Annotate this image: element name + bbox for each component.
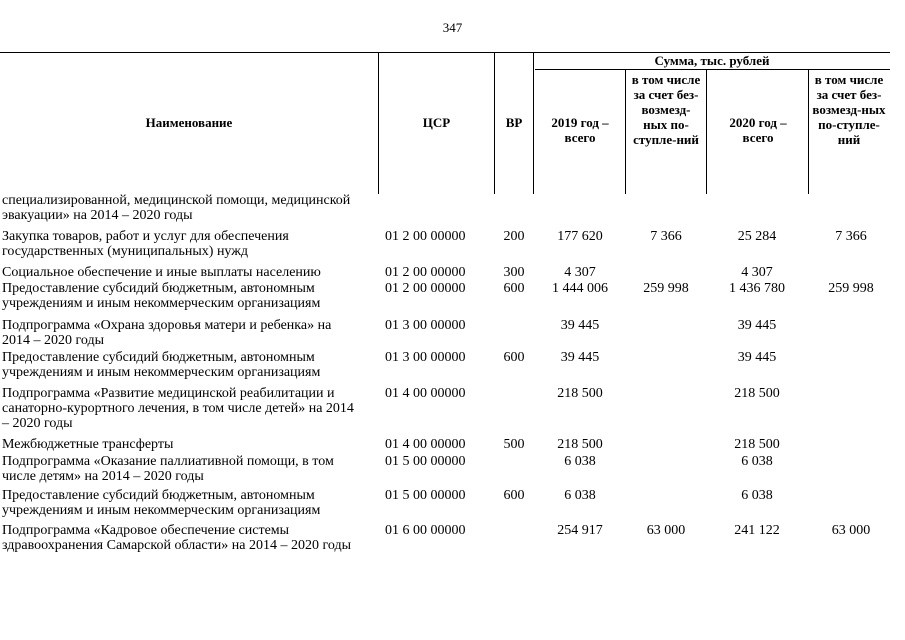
row-name: Закупка товаров, работ и услуг для обеспечения государственных (муниципальных) нужд (2, 229, 289, 259)
row-2020-total: 218 500 (734, 437, 780, 452)
row-2020-total: 218 500 (734, 386, 780, 401)
row-2019-free: 63 000 (646, 523, 686, 538)
row-2020-total: 4 307 (741, 265, 773, 280)
row-name: Предоставление субсидий бюджетным, автономным учреждениям и иным некоммерческим организациям (2, 281, 321, 311)
row-2020-total: 6 038 (741, 454, 773, 469)
row-name: Подпрограмма «Развитие медицинской реабилитации и санаторно-курортного лечения, в том числе детей» на 2014 – 2020 годы (2, 386, 354, 431)
row-csr: 01 4 00 00000 (385, 437, 466, 452)
row-name: Предоставление субсидий бюджетным, автономным учреждениям и иным некоммерческим организациям (2, 488, 321, 518)
row-2019-total: 177 620 (557, 229, 603, 244)
row-csr: 01 6 00 00000 (385, 523, 466, 538)
row-name: Подпрограмма «Охрана здоровья матери и ребенка» на 2014 – 2020 годы (2, 318, 332, 348)
row-2020-total: 39 445 (737, 350, 777, 365)
row-2019-total: 218 500 (557, 437, 603, 452)
header-2020-total: 2020 год – всего (729, 115, 787, 145)
row-2019-free: 7 366 (650, 229, 682, 244)
row-2020-total: 39 445 (737, 318, 777, 333)
row-vr: 600 (503, 350, 525, 365)
row-name: Социальное обеспечение и иные выплаты населению (2, 265, 321, 280)
row-csr: 01 3 00 00000 (385, 318, 466, 333)
page-number: 347 (442, 20, 463, 35)
row-name: специализированной, медицинской помощи, медицинской эвакуации» на 2014 – 2020 годы (2, 193, 351, 223)
row-csr: 01 5 00 00000 (385, 488, 466, 503)
row-2020-free: 7 366 (835, 229, 867, 244)
header-divider (625, 69, 626, 194)
header-2020-free: в том числе за счет без-возмезд-ных по-ступле-ний (812, 72, 886, 147)
row-csr: 01 4 00 00000 (385, 386, 466, 401)
row-csr: 01 3 00 00000 (385, 350, 466, 365)
row-2019-free: 259 998 (643, 281, 689, 296)
header-csr: ЦСР (422, 115, 451, 130)
header-divider (533, 52, 534, 194)
header-sum-group: Сумма, тыс. рублей (654, 53, 770, 68)
row-vr: 300 (503, 265, 525, 280)
row-vr: 600 (503, 488, 525, 503)
row-name: Межбюджетные трансферты (2, 437, 174, 452)
header-2019-total: 2019 год – всего (551, 115, 609, 145)
row-2019-total: 39 445 (560, 350, 600, 365)
row-2019-total: 39 445 (560, 318, 600, 333)
row-csr: 01 2 00 00000 (385, 265, 466, 280)
row-vr: 200 (503, 229, 525, 244)
row-name: Предоставление субсидий бюджетным, автономным учреждениям и иным некоммерческим организациям (2, 350, 321, 380)
header-divider (808, 69, 809, 194)
row-csr: 01 2 00 00000 (385, 229, 466, 244)
row-2020-total: 25 284 (737, 229, 777, 244)
row-name: Подпрограмма «Кадровое обеспечение системы здравоохранения Самарской области» на 2014 – 2020 годы (2, 523, 351, 553)
row-2019-total: 1 444 006 (552, 281, 608, 296)
header-2019-free: в том числе за счет без-возмезд-ных по-ступле-ний (631, 72, 701, 147)
row-2020-total: 1 436 780 (729, 281, 785, 296)
row-2020-free: 63 000 (831, 523, 871, 538)
row-csr: 01 5 00 00000 (385, 454, 466, 469)
header-name: Наименование (145, 115, 233, 130)
row-2019-total: 4 307 (564, 265, 596, 280)
row-2020-total: 241 122 (734, 523, 780, 538)
row-2019-total: 254 917 (557, 523, 603, 538)
row-2020-total: 6 038 (741, 488, 773, 503)
row-name: Подпрограмма «Оказание паллиативной помощи, в том числе детям» на 2014 – 2020 годы (2, 454, 334, 484)
table-header (0, 52, 890, 194)
header-divider (706, 69, 707, 194)
row-2019-total: 6 038 (564, 454, 596, 469)
row-vr: 600 (503, 281, 525, 296)
row-csr: 01 2 00 00000 (385, 281, 466, 296)
header-vr: ВР (505, 115, 523, 130)
row-2019-total: 218 500 (557, 386, 603, 401)
sum-group-underline (535, 69, 890, 70)
row-vr: 500 (503, 437, 525, 452)
row-2020-free: 259 998 (828, 281, 874, 296)
row-2019-total: 6 038 (564, 488, 596, 503)
